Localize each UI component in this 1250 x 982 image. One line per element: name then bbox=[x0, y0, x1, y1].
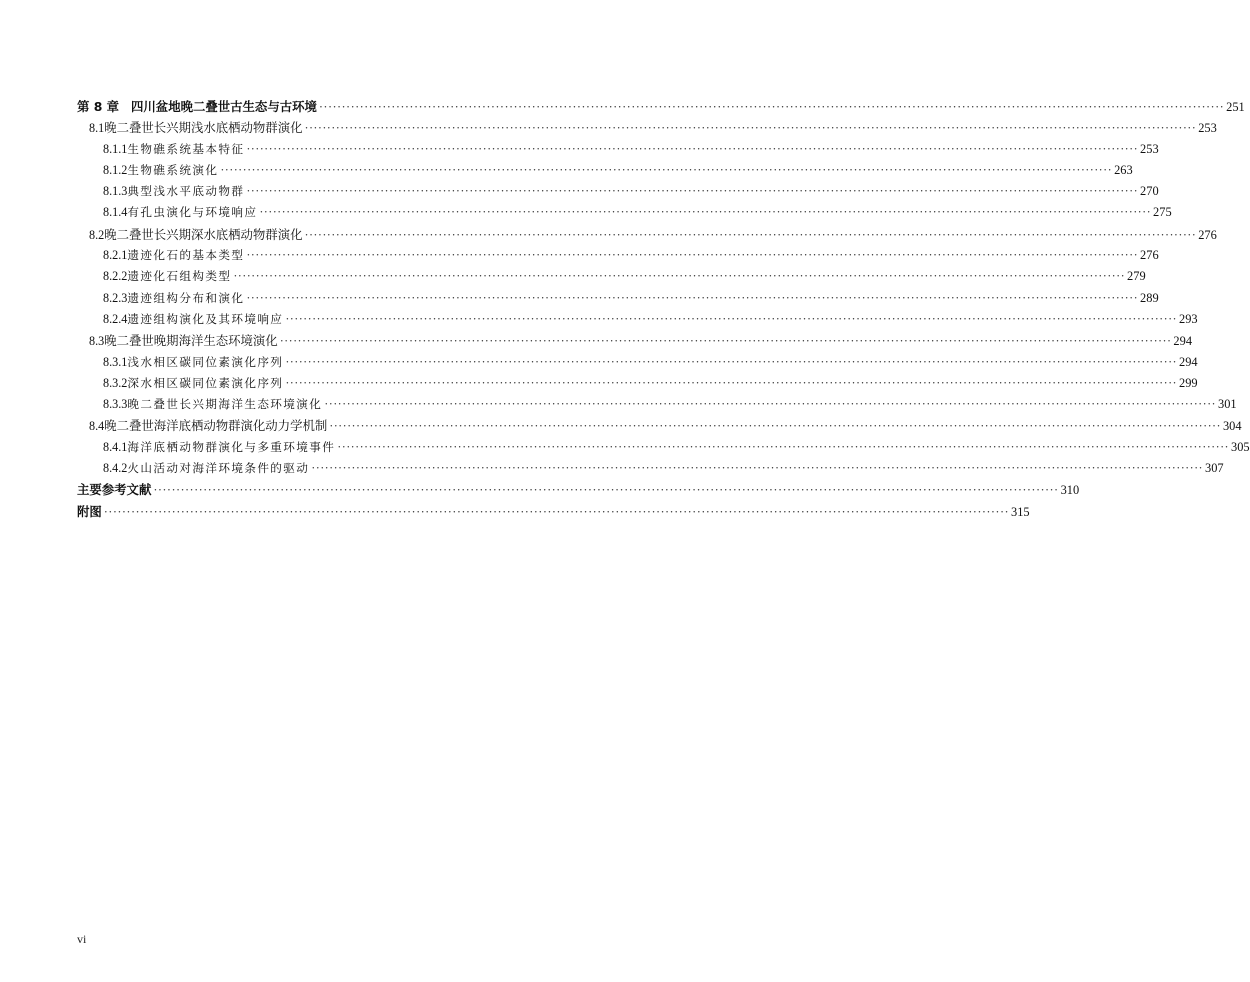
toc-entry-page: 279 bbox=[1127, 269, 1146, 284]
dot-leader: ········································································································································································································ bbox=[318, 100, 1225, 114]
toc-entry-page: 276 bbox=[1140, 248, 1159, 263]
toc-entry-title: 晚二叠世海洋底栖动物群演化动力学机制 bbox=[104, 418, 328, 434]
toc-entry-page: 315 bbox=[1011, 504, 1030, 519]
dot-leader: ········································································································································································································ bbox=[285, 311, 1178, 326]
toc-entry-number: 8.3.3 bbox=[103, 397, 128, 412]
toc-entry-title: 晚二叠世长兴期深水底栖动物群演化 bbox=[104, 226, 303, 242]
toc-entry-page: 304 bbox=[1222, 419, 1242, 434]
toc-entry-page: 253 bbox=[1198, 121, 1217, 136]
dot-leader: ········································································································································································································ bbox=[337, 439, 1229, 454]
toc-entry-number: 8.4 bbox=[89, 419, 105, 434]
dot-leader: ········································································································································································································ bbox=[220, 162, 1113, 177]
toc-entry-title: 生物礁系统演化 bbox=[127, 162, 219, 177]
toc-entry-page: 275 bbox=[1153, 205, 1172, 220]
toc-entry-number: 8.2.2 bbox=[103, 269, 128, 284]
toc-entry-number: 8.2.1 bbox=[103, 248, 128, 263]
toc-entry-page: 310 bbox=[1060, 483, 1080, 498]
dot-leader: ········································································································································································································ bbox=[304, 227, 1197, 242]
toc-entry-number: 8.1 bbox=[89, 121, 105, 136]
toc-entry-title: 有孔虫演化与环境响应 bbox=[127, 205, 258, 220]
dot-leader: ········································································································································································································ bbox=[246, 248, 1139, 263]
toc-entry-number: 8.1.3 bbox=[103, 184, 128, 199]
toc-entry-title: 遗迹化石的基本类型 bbox=[127, 248, 245, 263]
dot-leader: ········································································································································································································ bbox=[233, 269, 1126, 284]
dot-leader: ········································································································································································································ bbox=[246, 184, 1139, 199]
dot-leader: ········································································································································································································ bbox=[246, 141, 1139, 156]
toc-entry-title: 晚二叠世晚期海洋生态环境演化 bbox=[104, 333, 278, 349]
toc-entry-title: 晚二叠世长兴期浅水底栖动物群演化 bbox=[104, 120, 303, 136]
toc-entry[interactable] bbox=[77, 373, 1198, 394]
toc-entry-title: 深水相区碳同位素演化序列 bbox=[127, 375, 284, 390]
toc-entry-title: 四川盆地晚二叠世古生态与古环境 bbox=[131, 99, 317, 114]
toc-entry-number: 8.1.4 bbox=[103, 205, 128, 220]
toc-entry[interactable] bbox=[77, 437, 1250, 458]
toc-entry-page: 270 bbox=[1140, 184, 1159, 199]
toc-entry-title: 火山活动对海洋环境条件的驱动 bbox=[127, 461, 310, 476]
toc-entry-page: 293 bbox=[1179, 311, 1198, 326]
toc-entry-number: 8.4.1 bbox=[103, 439, 128, 454]
toc-entry[interactable] bbox=[77, 96, 1245, 117]
page-number-folio: vi bbox=[77, 932, 87, 946]
toc-entry-title: 典型浅水平底动物群 bbox=[127, 184, 245, 199]
dot-leader: ········································································································································································································ bbox=[324, 397, 1217, 412]
toc-entry-title: 海洋底栖动物群演化与多重环境事件 bbox=[127, 439, 336, 454]
toc-entry-number: 8.2 bbox=[89, 227, 105, 242]
toc-entry-title: 主要参考文献 bbox=[77, 482, 152, 498]
toc-entry-page: 251 bbox=[1226, 100, 1245, 114]
toc-entry[interactable] bbox=[77, 288, 1159, 309]
dot-leader: ········································································································································································································ bbox=[153, 483, 1059, 498]
dot-leader: ········································································································································································································ bbox=[311, 461, 1204, 476]
dot-leader: ········································································································································································································ bbox=[304, 121, 1197, 136]
toc-entry[interactable] bbox=[77, 202, 1172, 223]
toc-entry[interactable] bbox=[77, 266, 1146, 287]
toc-entry-page: 253 bbox=[1140, 141, 1159, 156]
toc-entry[interactable] bbox=[77, 394, 1237, 415]
toc-entry-title: 浅水相区碳同位素演化序列 bbox=[127, 354, 284, 369]
toc-entry-page: 299 bbox=[1179, 375, 1198, 390]
toc-entry-number: 8.3 bbox=[89, 334, 105, 349]
toc-entry[interactable] bbox=[77, 224, 1217, 245]
dot-leader: ········································································································································································································ bbox=[285, 354, 1178, 369]
toc-entry[interactable] bbox=[77, 501, 1030, 522]
toc-entry[interactable] bbox=[77, 479, 1080, 500]
toc-entry-title: 遗迹组构演化及其环境响应 bbox=[127, 311, 284, 326]
dot-leader: ········································································································································································································ bbox=[246, 290, 1139, 305]
toc-entry-number: 8.2.3 bbox=[103, 290, 128, 305]
toc-entry[interactable] bbox=[77, 117, 1217, 138]
toc-entry[interactable] bbox=[77, 160, 1133, 181]
toc-entry[interactable] bbox=[77, 181, 1159, 202]
toc-entry-page: 294 bbox=[1173, 334, 1193, 349]
toc-entry-number: 8.3.2 bbox=[103, 375, 128, 390]
toc-entry-number: 8.4.2 bbox=[103, 461, 128, 476]
toc-entry[interactable] bbox=[77, 309, 1198, 330]
toc-entry-title: 晚二叠世长兴期海洋生态环境演化 bbox=[127, 397, 323, 412]
dot-leader: ········································································································································································································ bbox=[279, 334, 1172, 349]
toc-entry-number: 8.1.2 bbox=[103, 162, 128, 177]
dot-leader: ········································································································································································································ bbox=[103, 504, 1010, 519]
toc-entry-page: 276 bbox=[1198, 227, 1217, 242]
toc-entry[interactable] bbox=[77, 245, 1159, 266]
dot-leader: ········································································································································································································ bbox=[285, 375, 1178, 390]
toc-entry-number: 8.1.1 bbox=[103, 141, 128, 156]
toc-entry[interactable] bbox=[77, 415, 1242, 436]
toc-entry-page: 263 bbox=[1114, 162, 1133, 177]
toc-entry-title: 遗迹化石组构类型 bbox=[127, 269, 232, 284]
toc-entry-page: 294 bbox=[1179, 354, 1198, 369]
toc-entry-number: 8.2.4 bbox=[103, 311, 128, 326]
toc-entry-title: 生物礁系统基本特征 bbox=[127, 141, 245, 156]
toc-entry-number: 8.3.1 bbox=[103, 354, 128, 369]
table-of-contents bbox=[77, 96, 1250, 522]
toc-entry-page: 301 bbox=[1218, 397, 1237, 412]
dot-leader: ········································································································································································································ bbox=[259, 205, 1152, 220]
toc-entry-title: 附图 bbox=[77, 503, 102, 519]
toc-entry-number: 第 8 章 bbox=[77, 99, 120, 114]
toc-entry-page: 305 bbox=[1231, 439, 1250, 454]
toc-entry-title: 遗迹组构分布和演化 bbox=[127, 290, 245, 305]
dot-leader: ········································································································································································································ bbox=[329, 419, 1221, 434]
toc-entry[interactable] bbox=[77, 139, 1159, 160]
toc-entry-page: 289 bbox=[1140, 290, 1159, 305]
toc-entry-page: 307 bbox=[1205, 461, 1224, 476]
toc-entry[interactable] bbox=[77, 458, 1224, 479]
toc-entry[interactable] bbox=[77, 330, 1193, 351]
toc-entry[interactable] bbox=[77, 352, 1198, 373]
